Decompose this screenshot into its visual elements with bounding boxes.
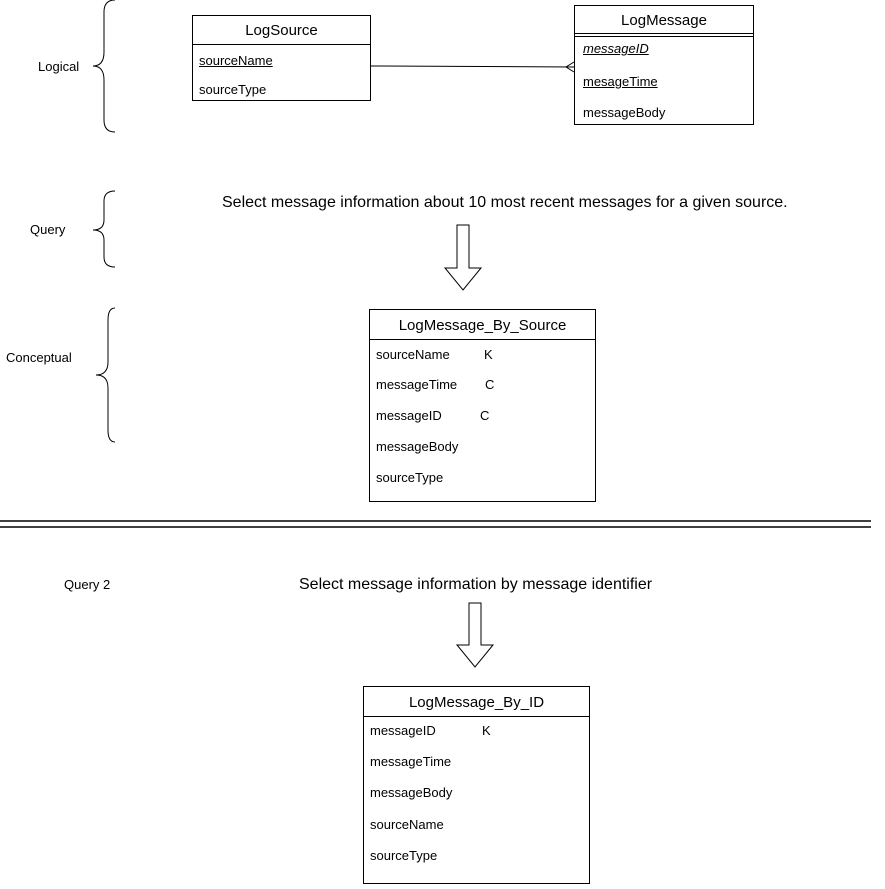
entity-divider [575,33,753,37]
entity-title: LogMessage [621,12,707,29]
query-2-text: Select message information by message identifier [299,576,653,593]
column-key-flag: K [482,723,491,738]
table-divider [364,716,589,717]
row-label-query: Query [30,222,66,237]
attribute-message-body: messageBody [583,105,666,120]
attribute-source-name: sourceName [199,53,273,68]
column-key-flag: K [484,347,493,362]
entity-log-source[interactable] [192,15,371,101]
table-title: LogMessage_By_Source [398,317,567,334]
table-title: LogMessage_By_ID [408,694,545,711]
row-label-query-2: Query 2 [64,577,111,592]
entity-title: LogSource [245,22,318,39]
relationship-line [371,66,574,67]
row-label-conceptual: Conceptual [6,350,72,365]
column-name: messageBody [370,785,453,800]
column-name: messageID [370,723,436,738]
query-1-text: Select message information about 10 most recent messages for a given source. [222,194,788,211]
entity-log-message[interactable] [574,5,754,125]
column-name: sourceType [376,470,444,485]
table-log-message-by-source[interactable] [369,309,596,502]
column-name: sourceName [376,347,450,362]
column-name: sourceType [370,848,438,863]
column-name: messageTime [370,754,452,769]
column-name: sourceName [370,817,444,832]
column-key-flag: C [485,377,495,392]
column-name: messageID [376,408,442,423]
entity-divider [193,44,370,45]
column-key-flag: C [480,408,490,423]
brace-query [93,191,115,267]
table-log-message-by-id[interactable] [363,686,590,884]
table-divider [370,339,595,340]
brace-logical [93,0,115,132]
row-label-logical: Logical [38,59,80,74]
down-arrow-icon-2 [457,603,493,667]
down-arrow-icon-1 [445,225,481,290]
attribute-source-type: sourceType [199,82,267,97]
attribute-message-id: messageID [583,41,649,56]
column-name: messageBody [376,439,459,454]
column-name: messageTime [376,377,458,392]
brace-conceptual [96,308,115,442]
attribute-message-time: mesageTime [583,74,658,89]
